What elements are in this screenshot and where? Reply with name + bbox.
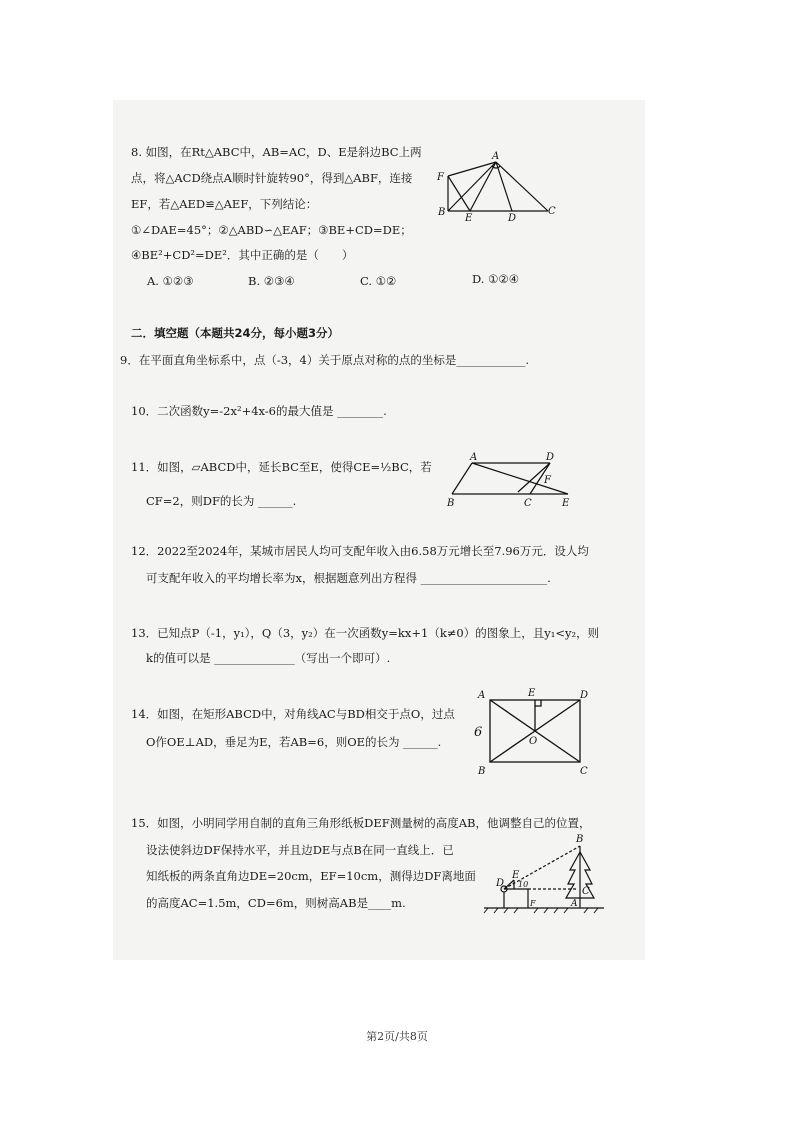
q8-option-b[interactable]: B. ②③④ bbox=[248, 274, 295, 288]
q8-line-5: ④BE²+CD²=DE²．其中正确的是（ ） bbox=[131, 248, 354, 262]
q8-label-e: E bbox=[465, 213, 473, 223]
page-footer: 第2页/共8页 bbox=[366, 1030, 428, 1043]
q8-option-d[interactable]: D. ①②④ bbox=[472, 272, 520, 286]
q11-label-d: D bbox=[546, 452, 555, 463]
q11-label-e: E bbox=[562, 498, 570, 509]
q12-line-1: 12．2022至2024年，某城市居民人均可支配年收入由6.58万元增长至7.96万元．设人均 bbox=[131, 544, 589, 558]
q15-label-c: C bbox=[582, 886, 590, 897]
q11-figure bbox=[442, 448, 578, 510]
q15-label-d: D bbox=[496, 878, 505, 889]
q15-label-ten: 10 bbox=[518, 880, 529, 889]
q8-label-d: D bbox=[508, 213, 517, 223]
q8-line-1: 8. 如图，在Rt△ABC中，AB=AC，D、E是斜边BC上两 bbox=[131, 145, 422, 159]
q11-label-a: A bbox=[470, 452, 478, 463]
q14-line-2: O作OE⊥AD，垂足为E，若AB=6，则OE的长为 ______. bbox=[146, 735, 442, 749]
q13-line-2: k的值可以是 ______________（写出一个即可）. bbox=[146, 651, 391, 665]
q14-label-d: D bbox=[580, 690, 589, 701]
q14-label-six: 6 bbox=[474, 725, 483, 740]
q15-label-e: E bbox=[512, 870, 520, 881]
q11-line-1: 11．如图，▱ABCD中，延长BC至E，使得CE=½BC，若 bbox=[131, 460, 432, 474]
q10-text: 10．二次函数y=-2x²+4x-6的最大值是 ________. bbox=[131, 404, 387, 418]
q8-line-4: ①∠DAE=45°；②△ABD∽△EAF；③BE+CD=DE； bbox=[131, 223, 412, 237]
q11-line-2: CF=2，则DF的长为 ______. bbox=[146, 494, 297, 508]
q11-label-c: C bbox=[524, 498, 532, 509]
q15-line-1: 15．如图，小明同学用自制的直角三角形纸板DEF测量树的高度AB，他调整自己的位置， bbox=[131, 816, 591, 830]
q8-line-3: EF，若△AED≌△AEF，下列结论： bbox=[131, 197, 318, 211]
q11-label-b: B bbox=[447, 498, 455, 509]
section-2-title: 二．填空题（本题共24分，每小题3分） bbox=[131, 326, 340, 340]
q8-option-a[interactable]: A. ①②③ bbox=[147, 274, 194, 288]
q8-label-f: F bbox=[437, 172, 444, 183]
q8-label-c: C bbox=[548, 206, 556, 217]
q14-label-a: A bbox=[478, 690, 486, 701]
q14-figure bbox=[470, 684, 594, 778]
q8-label-b: B bbox=[438, 207, 446, 218]
q14-line-1: 14．如图，在矩形ABCD中，对角线AC与BD相交于点O，过点 bbox=[131, 707, 455, 721]
q15-line-4: 的高度AC=1.5m，CD=6m，则树高AB是____m. bbox=[146, 896, 406, 910]
q8-option-c[interactable]: C. ①② bbox=[360, 274, 397, 288]
q8-label-a: A bbox=[492, 151, 500, 162]
q9-text: 9．在平面直角坐标系中，点（-3，4）关于原点对称的点的坐标是____________. bbox=[120, 353, 529, 367]
q15-label-b: B bbox=[576, 834, 584, 845]
q15-line-3: 知纸板的两条直角边DE=20cm，EF=10cm，测得边DF离地面 bbox=[146, 869, 476, 883]
q14-label-c: C bbox=[580, 766, 588, 777]
q14-label-e: E bbox=[528, 688, 536, 699]
q15-line-2: 设法使斜边DF保持水平，并且边DE与点B在同一直线上．已 bbox=[146, 843, 454, 857]
q15-figure bbox=[480, 832, 610, 918]
q15-label-f: F bbox=[530, 899, 536, 908]
q12-line-2: 可支配年收入的平均增长率为x，根据题意列出方程得 ______________________. bbox=[146, 571, 551, 585]
q11-label-f: F bbox=[544, 475, 551, 486]
q13-line-1: 13．已知点P（-1，y₁），Q（3，y₂）在一次函数y=kx+1（k≠0）的图象上，且y₁<y₂，则 bbox=[131, 626, 600, 640]
q8-line-2: 点，将△ACD绕点A顺时针旋转90°，得到△ABF，连接 bbox=[131, 171, 413, 185]
q8-figure bbox=[432, 148, 562, 223]
q14-label-o: O bbox=[529, 736, 538, 747]
q14-label-b: B bbox=[478, 766, 486, 777]
q15-label-a: A bbox=[571, 899, 578, 909]
